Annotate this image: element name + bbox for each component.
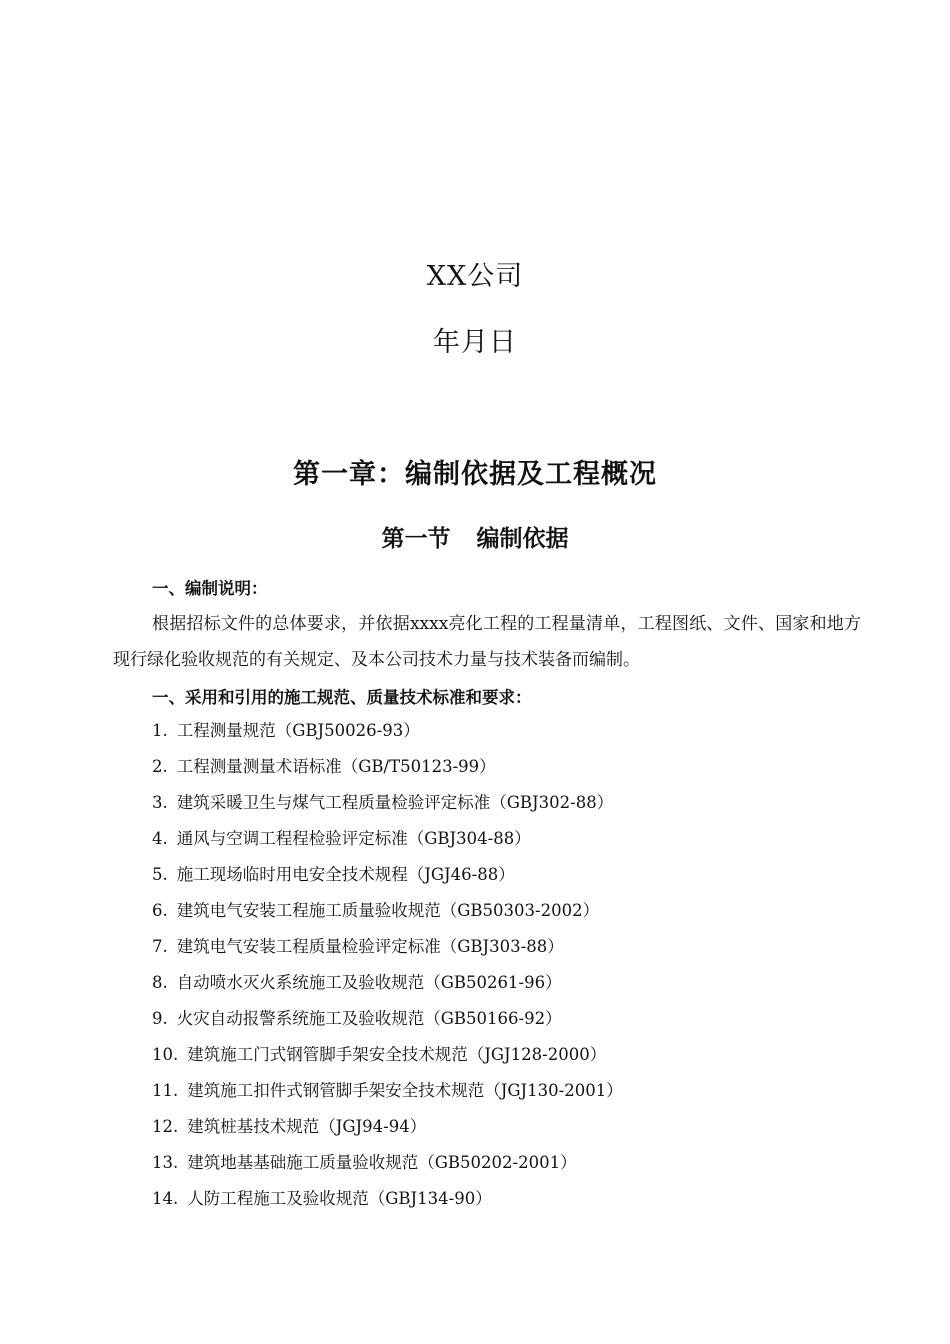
standard-number: 3.	[152, 793, 168, 812]
standard-text: 建筑施工门式钢管脚手架安全技术规范（JGJ128-2000）	[187, 1045, 607, 1064]
standard-item	[152, 857, 623, 893]
section-number: 第一节	[381, 526, 451, 552]
standard-item	[152, 713, 623, 749]
date-line: 年月日	[433, 327, 517, 358]
standard-number: 9.	[152, 1009, 168, 1028]
standard-text: 建筑电气安装工程质量检验评定标准（GBJ303-88）	[176, 937, 564, 956]
standard-item	[152, 893, 623, 929]
standard-text: 建筑采暖卫生与煤气工程质量检验评定标准（GBJ302-88）	[176, 793, 614, 812]
standard-text: 施工现场临时用电安全技术规程（JGJ46-88）	[176, 865, 515, 884]
standard-text: 建筑施工扣件式钢管脚手架安全技术规范（JGJ130-2001）	[187, 1081, 623, 1100]
standard-number: 11.	[152, 1081, 179, 1100]
standard-number: 2.	[152, 757, 168, 776]
standard-text: 建筑地基基础施工质量验收规范（GB50202-2001）	[187, 1153, 577, 1172]
standard-item	[152, 1073, 623, 1109]
standard-item	[152, 965, 623, 1001]
standard-number: 12.	[152, 1117, 179, 1136]
standard-number: 8.	[152, 973, 168, 992]
standard-text: 工程测量测量术语标准（GB/T50123-99）	[176, 757, 496, 776]
standards-list	[152, 713, 623, 1217]
standard-number: 13.	[152, 1153, 179, 1172]
standard-item	[152, 749, 623, 785]
company-name: XX公司	[426, 261, 524, 292]
compilation-heading: 一、编制说明：	[152, 579, 268, 598]
standard-item	[152, 785, 623, 821]
standard-number: 14.	[152, 1189, 179, 1208]
standard-text: 工程测量规范（GBJ50026-93）	[176, 721, 420, 740]
standard-item	[152, 1145, 623, 1181]
standard-number: 6.	[152, 901, 168, 920]
standard-text: 火灾自动报警系统施工及验收规范（GB50166-92）	[176, 1009, 562, 1028]
standard-item	[152, 929, 623, 965]
compilation-paragraph: 根据招标文件的总体要求，并依据xxxx亮化工程的工程量清单，工程图纸、文件、国家和地方现行绿化验收规范的有关规定、及本公司技术力量与技术装备而编制。	[113, 614, 861, 670]
standard-text: 通风与空调工程程检验评定标准（GBJ304-88）	[176, 829, 531, 848]
standard-item	[152, 821, 623, 857]
standard-number: 10.	[152, 1045, 179, 1064]
standard-item	[152, 1037, 623, 1073]
standard-text: 建筑桩基技术规范（JGJ94-94）	[187, 1117, 427, 1136]
standard-text: 建筑电气安装工程施工质量验收规范（GB50303-2002）	[176, 901, 600, 920]
section-name: 编制依据	[476, 526, 569, 552]
chapter-title: 第一章：编制依据及工程概况	[293, 459, 657, 490]
standard-number: 1.	[152, 721, 168, 740]
standard-item	[152, 1001, 623, 1037]
standard-item	[152, 1181, 623, 1217]
standard-text: 自动喷水灭火系统施工及验收规范（GB50261-96）	[176, 973, 562, 992]
standard-number: 4.	[152, 829, 168, 848]
standard-text: 人防工程施工及验收规范（GBJ134-90）	[187, 1189, 492, 1208]
standards-heading: 一、采用和引用的施工规范、质量技术标准和要求：	[152, 688, 532, 707]
standard-number: 7.	[152, 937, 168, 956]
section-title	[0, 520, 950, 553]
standard-item	[152, 1109, 623, 1145]
standard-number: 5.	[152, 865, 168, 884]
